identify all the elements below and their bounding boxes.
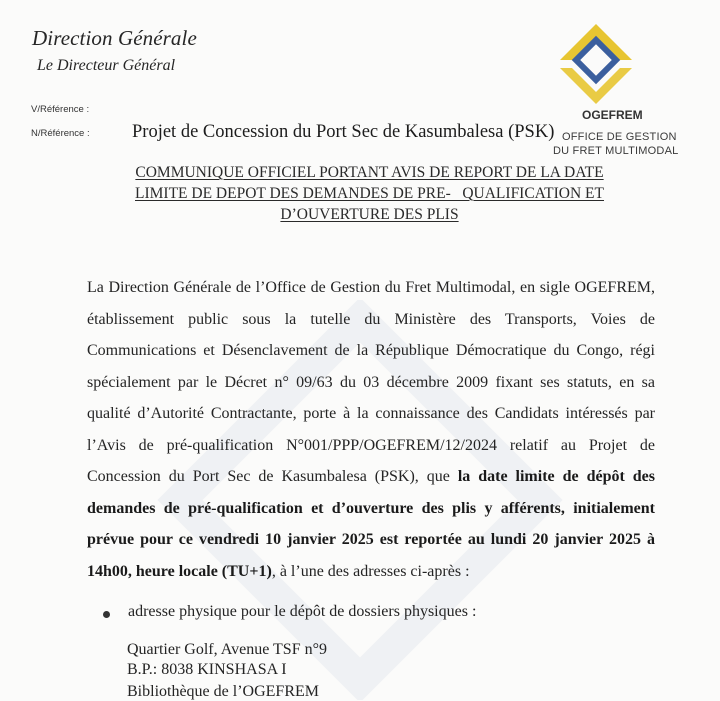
v-reference-label: V/Référence : — [31, 104, 90, 115]
ogefrem-logo-icon — [556, 20, 636, 108]
body-paragraph — [87, 272, 655, 587]
communique-title — [92, 162, 647, 225]
direction-title: Direction Générale — [32, 26, 197, 50]
body-text-bold: la date limite de dépôt des demandes de pré-qualification et d’ouverture des plis y afférents, initialement prévue pour ce vendredi 10 janvier 2025 est reportée au lundi 20 janvier 2025 à 14h00, heure locale (TU+1) — [87, 468, 655, 580]
n-reference-label: N/Référence : — [31, 128, 90, 139]
org-name: OGEFREM — [582, 108, 643, 122]
address-line-2: B.P.: 8038 KINSHASA I — [127, 661, 287, 678]
bullet-marker — [103, 611, 110, 618]
address-line-1: Quartier Golf, Avenue TSF n°9 — [127, 641, 327, 658]
project-title: Projet de Concession du Port Sec de Kasumbalesa (PSK) — [132, 122, 555, 142]
communique-title-line2: LIMITE DE DEPOT DES DEMANDES DE PRE- QUALIFICATION ET — [135, 185, 604, 202]
org-fullname-line1: OFFICE DE GESTION — [562, 131, 677, 143]
address-line-3: Bibliothèque de l’OGEFREM — [127, 683, 319, 700]
communique-title-line1: COMMUNIQUE OFFICIEL PORTANT AVIS DE REPORT DE LA DATE — [135, 164, 604, 181]
director-subtitle: Le Directeur Général — [37, 57, 176, 74]
ogefrem-logo — [556, 20, 636, 108]
body-text-part1: La Direction Générale de l’Office de Gestion du Fret Multimodal, en sigle OGEFREM, établissement public sous la tutelle du Ministère des Transports, Voies de Communications et Désenclavement de la République Démocratique du Congo, régi spécialement par le Décret n° 09/63 du 03 décembre 2009 fixant ses statuts, en sa qualité d’Autorité Contractante, porte à la connaissance des Candidats intéressés par l’Avis de pré-qualification N°001/PPP/OGEFREM/12/2024 relatif au Projet de Concession du Port Sec de Kasumbalesa (PSK), que — [87, 279, 655, 485]
bullet-text: adresse physique pour le dépôt de dossiers physiques : — [128, 603, 477, 620]
org-fullname-line2: DU FRET MULTIMODAL — [553, 145, 679, 157]
communique-title-line3: D’OUVERTURE DES PLIS — [280, 206, 459, 223]
body-text-part2: , à l’une des adresses ci-après : — [271, 562, 470, 580]
